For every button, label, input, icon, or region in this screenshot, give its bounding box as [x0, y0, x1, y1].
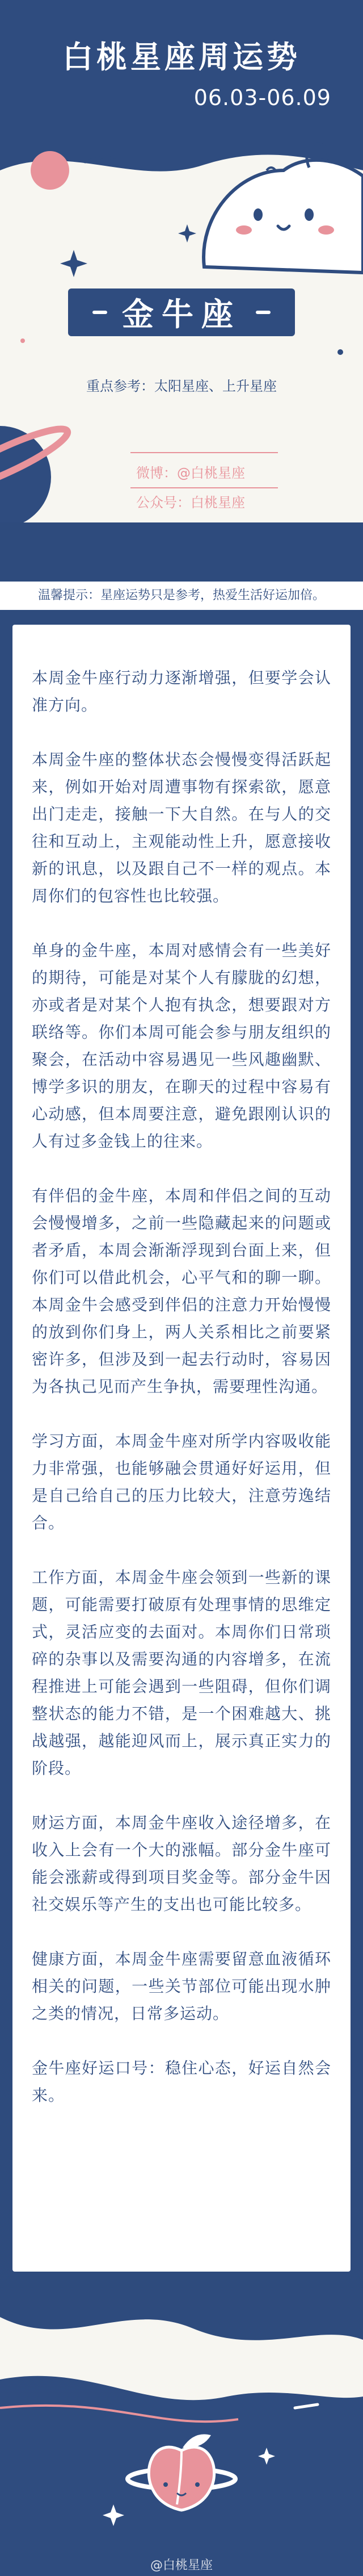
sign-banner: [68, 288, 295, 336]
footer-credit: @白桃星座: [150, 2558, 213, 2573]
footer-section: [0, 2266, 363, 2576]
paragraph-overall: 本周金牛座的整体状态会慢慢变得活跃起来，例如开始对周遭事物有探索欲，愿意出门走走，接触一下大自然。在与人的交往和互动上，主观能动性上升，愿意接收新的讯息，以及跟自己不一样的观点。本周你们的包容性也比较强。: [32, 750, 331, 905]
header-section: [0, 0, 363, 522]
contact-box: [130, 452, 278, 522]
paragraph-single: 单身的金牛座，本周对感情会有一些美好的期待，可能是对某个人有朦胧的幻想，亦或者是对某个人抱有执念，想要跟对方联络等。你们本周可能会参与朋友组织的聚会，在活动中容易遇见一些风趣幽默、博学多识的朋友，在聊天的过程中容易有心动感，但本周要注意，避免跟刚认识的人有过多金钱上的往来。: [32, 941, 331, 1151]
banner-dash-left: [92, 311, 107, 314]
content-card: [12, 625, 351, 2272]
weibo-contact: 微博：@白桃星座: [136, 465, 245, 481]
paragraph-summary: 本周金牛座行动力逐渐增强，但要学会认准方向。: [32, 668, 331, 714]
paragraph-slogan: 金牛座好运口号：稳住心态，好运自然会来。: [32, 2059, 331, 2105]
paragraph-study: 学习方面，本周金牛座对所学内容吸收能力非常强，也能够融会贯通好好运用，但是自己给自己的压力比较大，注意劳逸结合。: [32, 1432, 331, 1532]
wechat-contact: 公众号：白桃星座: [130, 487, 278, 517]
header-decoration: [0, 0, 363, 522]
banner-dash-right: [256, 311, 271, 314]
paragraph-health: 健康方面，本周金牛座需要留意血液循环相关的问题，一些关节部位可能出现水肿之类的情况，日常多运动。: [32, 1950, 331, 2023]
paragraph-partnered: 有伴侣的金牛座，本周和伴侣之间的互动会慢慢增多，之前一些隐藏起来的问题或者矛盾，本周会渐渐浮现到台面上来，但你们可以借此机会，心平气和的聊一聊。本周金牛会感受到伴侣的注意力开始慢慢的放到你们身上，两人关系相比之前要紧密许多，但涉及到一起去行动时，容易因为各执己见而产生争执，需要理性沟通。: [32, 1186, 331, 1396]
sign-name: 金牛座: [122, 296, 241, 333]
paragraph-wealth: 财运方面，本周金牛座收入途径增多，在收入上会有一个大的涨幅。部分金牛座可能会涨薪或得到项目奖金等。部分金牛因社交娱乐等产生的支出也可能比较多。: [32, 1813, 331, 1914]
date-range: 06.03-06.09: [193, 85, 331, 110]
notice-bar: 温馨提示：星座运势只是参考，热爱生活好运加倍。: [0, 582, 363, 610]
page-title: 白桃星座周运势: [62, 39, 301, 75]
paragraph-work: 工作方面，本周金牛座会领到一些新的课题，可能需要打破原有处理事情的思维定式，灵活应变的去面对。本周你们日常琐碎的杂事以及需要沟通的内容增多，在流程推进上可能会遇到一些阻碍，但你们调整状态的能力不错，是一个困难越大、挑战越强，越能迎风而上，展示真正实力的阶段。: [32, 1568, 331, 1778]
reference-text: 重点参考：太阳星座、上升星座: [86, 378, 277, 394]
footer-decoration: [0, 2266, 363, 2576]
